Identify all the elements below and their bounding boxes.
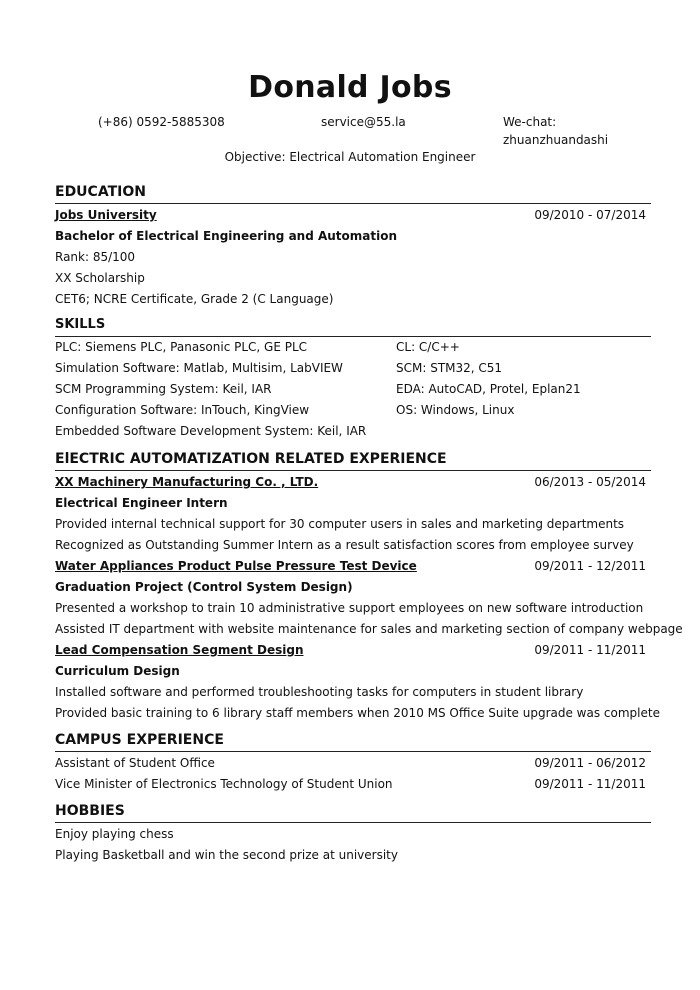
email-address: service@55.la <box>321 115 406 129</box>
wechat-label: We-chat: <box>503 115 557 129</box>
campus-title: Assistant of Student Office <box>55 756 215 770</box>
skill-item: Configuration Software: InTouch, KingView <box>55 403 310 417</box>
wechat-id: zhuanzhuandashi <box>503 133 609 147</box>
experience-role: Curriculum Design <box>55 664 180 678</box>
skill-item: SCM: STM32, C51 <box>396 361 503 375</box>
experience-line: Presented a workshop to train 10 administrative support employees on new software introduction <box>55 601 644 615</box>
school-name: Jobs University <box>55 208 157 222</box>
experience-org-row <box>55 472 646 493</box>
objective: Objective: Electrical Automation Engineer <box>224 150 476 164</box>
experience-org: XX Machinery Manufacturing Co. , LTD. <box>55 475 319 489</box>
experience-line: Provided basic training to 6 library staff members when 2010 MS Office Suite upgrade was complete <box>55 706 660 720</box>
education-heading: EDUCATION <box>55 183 651 204</box>
skill-item: OS: Windows, Linux <box>396 403 515 417</box>
experience-role: Electrical Engineer Intern <box>55 496 228 510</box>
hobbies-heading: HOBBIES <box>55 802 651 823</box>
skill-item: SCM Programming System: Keil, IAR <box>55 382 272 396</box>
experience-line: Assisted IT department with website maintenance for sales and marketing section of company webpage <box>55 622 683 636</box>
experience-org: Lead Compensation Segment Design <box>55 643 304 657</box>
skill-item: Embedded Software Development System: Keil, IAR <box>55 424 367 438</box>
experience-dates: 06/2013 - 05/2014 <box>534 475 646 489</box>
skill-item: PLC: Siemens PLC, Panasonic PLC, GE PLC <box>55 340 308 354</box>
hobby-item: Enjoy playing chess <box>55 827 174 841</box>
skill-item: Simulation Software: Matlab, Multisim, LabVIEW <box>55 361 343 375</box>
education-dates: 09/2010 - 07/2014 <box>534 208 646 222</box>
phone-number: (+86) 0592-5885308 <box>98 115 225 129</box>
experience-dates: 09/2011 - 11/2011 <box>534 643 646 657</box>
experience-role: Graduation Project (Control System Design) <box>55 580 353 594</box>
education-school-row <box>55 205 646 226</box>
education-line: XX Scholarship <box>55 271 145 285</box>
experience-heading: ElECTRIC AUTOMATIZATION RELATED EXPERIENCE <box>55 450 651 471</box>
education-line: CET6; NCRE Certificate, Grade 2 (C Language) <box>55 292 334 306</box>
experience-org-row <box>55 556 646 577</box>
hobby-item: Playing Basketball and win the second prize at university <box>55 848 398 862</box>
experience-line: Installed software and performed troubleshooting tasks for computers in student library <box>55 685 584 699</box>
experience-dates: 09/2011 - 12/2011 <box>534 559 646 573</box>
campus-title: Vice Minister of Electronics Technology of Student Union <box>55 777 393 791</box>
campus-dates: 09/2011 - 11/2011 <box>534 777 646 791</box>
education-line: Rank: 85/100 <box>55 250 136 264</box>
campus-heading: CAMPUS EXPERIENCE <box>55 731 651 752</box>
skill-item: EDA: AutoCAD, Protel, Eplan21 <box>396 382 581 396</box>
campus-row <box>55 774 646 795</box>
campus-dates: 09/2011 - 06/2012 <box>534 756 646 770</box>
candidate-name: Donald Jobs <box>248 70 452 105</box>
experience-org: Water Appliances Product Pulse Pressure Test Device <box>55 559 417 573</box>
experience-org-row <box>55 640 646 661</box>
experience-line: Provided internal technical support for 30 computer users in sales and marketing departments <box>55 517 625 531</box>
skills-heading: SKILLS <box>55 316 651 337</box>
campus-row <box>55 753 646 774</box>
skill-item: CL: C/C++ <box>396 340 460 354</box>
degree: Bachelor of Electrical Engineering and Automation <box>55 229 398 243</box>
experience-line: Recognized as Outstanding Summer Intern as a result satisfaction scores from employee survey <box>55 538 634 552</box>
